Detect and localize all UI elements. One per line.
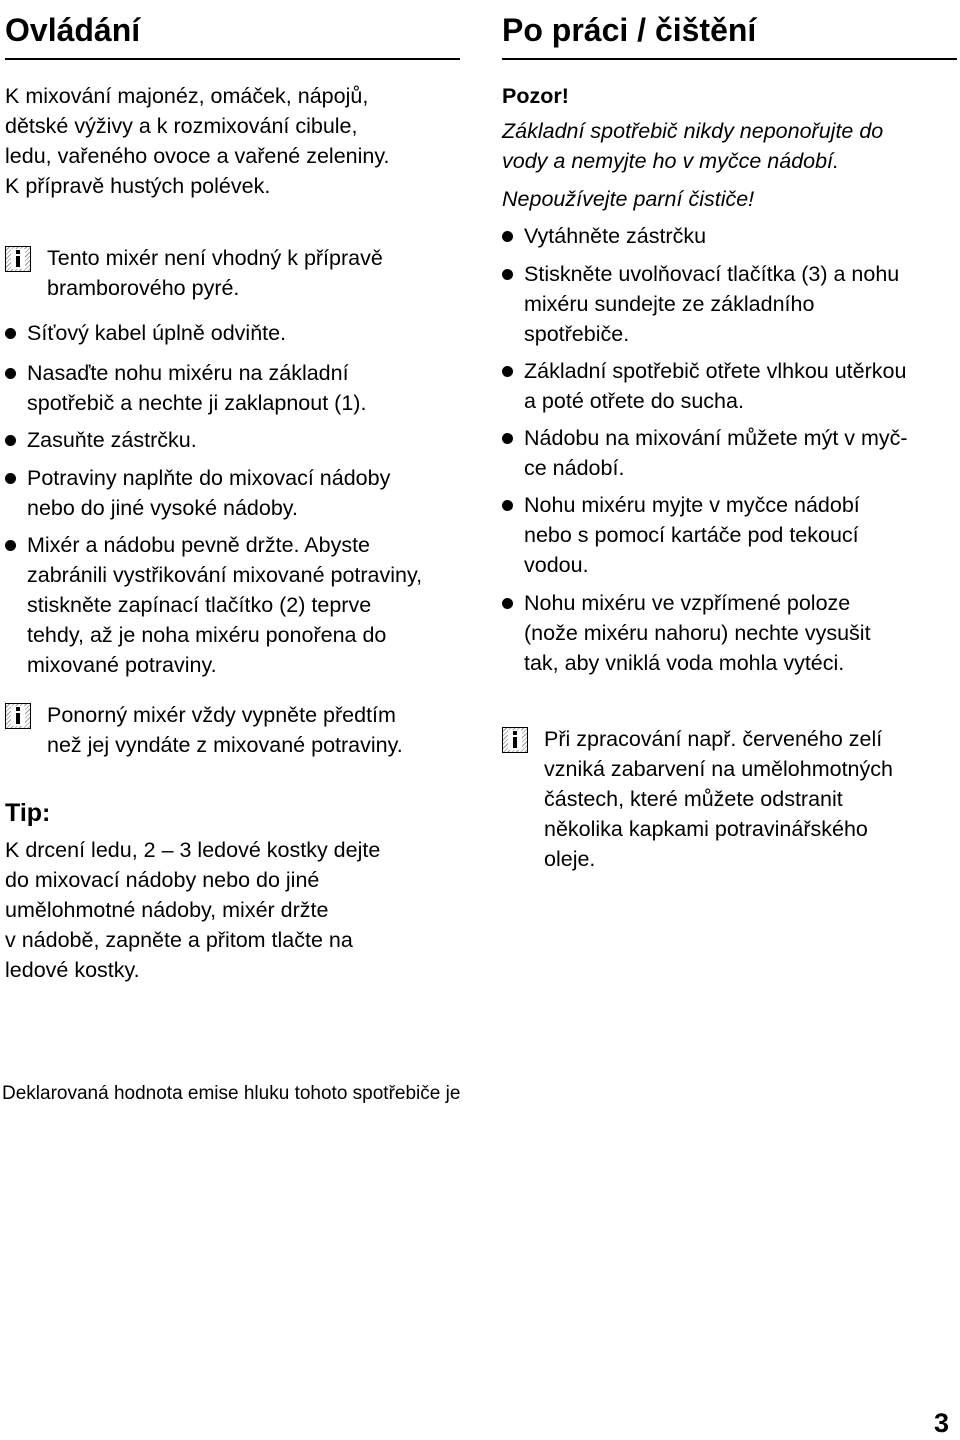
note-line: oleje. — [544, 847, 596, 871]
tip-line: K drcení ledu, 2 – 3 ledové kostky dejte — [5, 838, 381, 862]
list-item-line: (nože mixéru nahoru) nechte vysušit — [524, 621, 871, 645]
bullet-icon — [5, 435, 16, 446]
list-item-line: tak, aby vniklá voda mohla vytéci. — [524, 651, 845, 675]
list-item-line: Nádobu na mixování můžete mýt v myč- — [524, 426, 908, 450]
intro-paragraph — [5, 81, 389, 201]
section-heading-operation: Ovládání — [5, 12, 141, 48]
bullet-icon — [502, 269, 513, 280]
info-icon — [502, 727, 528, 753]
intro-line: K mixování majonéz, omáček, nápojů, — [5, 84, 369, 108]
list-item-line: stiskněte zapínací tlačítko (2) teprve — [27, 593, 372, 617]
bullet-icon — [502, 231, 513, 242]
bullet-icon — [502, 500, 513, 511]
warning-line: Nepoužívejte parní čističe! — [502, 187, 755, 211]
tip-heading: Tip: — [5, 799, 51, 827]
bullet-icon — [5, 368, 16, 379]
list-item-line: nebo s pomocí kartáče pod tekoucí — [524, 523, 859, 547]
heading-rule — [5, 58, 460, 60]
info-icon — [5, 246, 31, 272]
bullet-icon — [502, 366, 513, 377]
warning-paragraph — [502, 116, 883, 214]
list-item-line: Potraviny naplňte do mixovací nádoby — [27, 466, 391, 490]
list-item-line: Síťový kabel úplně odviňte. — [27, 321, 287, 345]
tip-line: v nádobě, zapněte a přitom tlačte na — [5, 928, 353, 952]
note-line: Při zpracování např. červeného zelí — [544, 727, 883, 751]
list-item-line: Zasuňte zástrčku. — [27, 428, 197, 452]
note-line: částech, které můžete odstranit — [544, 787, 843, 811]
list-item-line: Stiskněte uvolňovací tlačítka (3) a nohu — [524, 262, 900, 286]
tip-line: ledové kostky. — [5, 958, 140, 982]
bullet-icon — [5, 473, 16, 484]
note-line: Ponorný mixér vždy vypněte předtím — [47, 703, 396, 727]
bullet-icon — [502, 433, 513, 444]
list-item-line: spotřebiče. — [524, 322, 630, 346]
intro-line: dětské výživy a k rozmixování cibule, — [5, 114, 358, 138]
list-item-line: Nohu mixéru ve vzpřímené poloze — [524, 591, 851, 615]
list-item-line: ce nádobí. — [524, 456, 625, 480]
note-line: vzniká zabarvení na umělohmotných — [544, 757, 893, 781]
list-item-line: Základní spotřebič otřete vlhkou utěrkou — [524, 359, 907, 383]
bullet-icon — [5, 328, 16, 339]
list-item-line: zabránili vystřikování mixované potraviny, — [27, 563, 423, 587]
heading-rule — [502, 58, 957, 60]
list-item-line: spotřebič a nechte ji zaklapnout (1). — [27, 391, 367, 415]
list-item-line: Nasaďte nohu mixéru na základní — [27, 361, 349, 385]
list-item-line: mixéru sundejte ze základního — [524, 292, 815, 316]
tip-paragraph — [5, 835, 380, 985]
section-heading-cleaning: Po práci / čištění — [502, 12, 757, 48]
tip-line: umělohmotné nádoby, mixér držte — [5, 898, 329, 922]
noise-emission-note: Deklarovaná hodnota emise hluku tohoto spotřebiče je — [2, 1083, 461, 1104]
note-line: Tento mixér není vhodný k přípravě — [47, 246, 383, 270]
list-item-line: nebo do jiné vysoké nádoby. — [27, 496, 298, 520]
page-number: 3 — [934, 1408, 950, 1438]
note-line: bramborového pyré. — [47, 276, 240, 300]
list-item-line: vodou. — [524, 553, 589, 577]
list-item-line: Mixér a nádobu pevně držte. Abyste — [27, 533, 371, 557]
note-line: několika kapkami potravinářského — [544, 817, 868, 841]
tip-line: do mixovací nádoby nebo do jiné — [5, 868, 320, 892]
info-icon — [5, 703, 31, 729]
intro-line: K přípravě hustých polévek. — [5, 174, 271, 198]
warning-label: Pozor! — [502, 84, 569, 108]
list-item-line: Nohu mixéru myjte v myčce nádobí — [524, 493, 860, 517]
warning-line: vody a nemyjte ho v myčce nádobí. — [502, 149, 840, 173]
intro-line: ledu, vařeného ovoce a vařené zeleniny. — [5, 144, 390, 168]
list-item-line: mixované potraviny. — [27, 653, 217, 677]
list-item-line: a poté otřete do sucha. — [524, 389, 744, 413]
warning-line: Základní spotřebič nikdy neponořujte do — [502, 119, 884, 143]
list-item-line: tehdy, až je noha mixéru ponořena do — [27, 623, 387, 647]
bullet-icon — [502, 598, 513, 609]
bullet-icon — [5, 540, 16, 551]
list-item-line: Vytáhněte zástrčku — [524, 224, 707, 248]
note-line: než jej vyndáte z mixované potraviny. — [47, 733, 403, 757]
